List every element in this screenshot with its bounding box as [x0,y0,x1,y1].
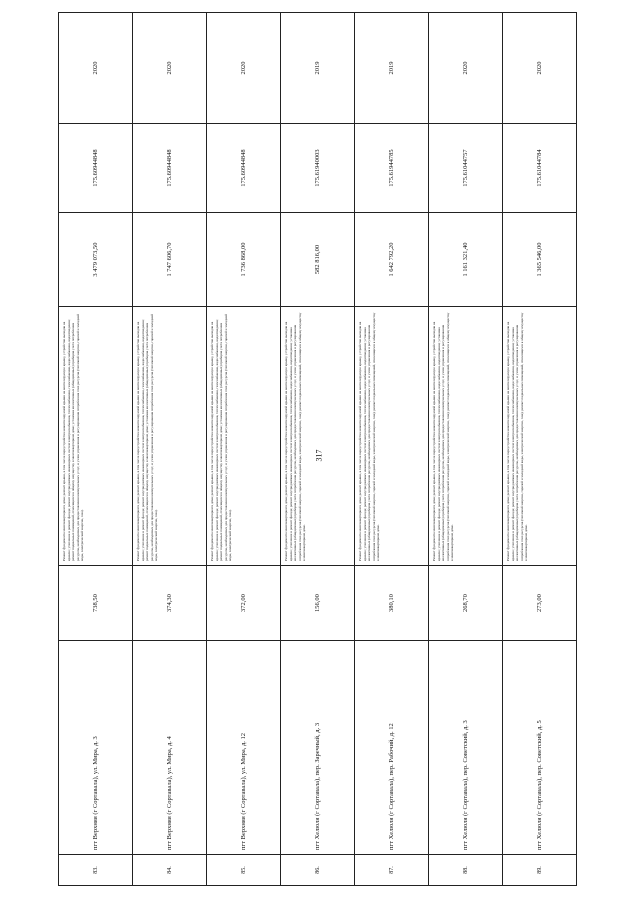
row-area: 380,10 [355,566,429,641]
row-area: 268,70 [429,566,503,641]
row-code: 175.61044757 [429,124,503,213]
table-row [281,13,355,886]
row-cost: 1 161 321,40 [429,213,503,307]
row-code: 175.60944848 [59,124,133,213]
row-works: Ремонт фундамента многоквартирного дома; ремонт крыши, в том числе переустройство невентилируемой крыши на вентилируемую крышу, устройство выходов на кровлю; утепление и ремонт фасада; ремонт внутридомовых инженерных систем электроснабжения, теплоснабжения, газоснабжения, водоснабжения, водоотведения; ремонт подвальных помещений, относящихся к общему имуществу в многоквартирном доме; установка коллективных (общедомовых) приборов учета потребления ресурсов, необходимых для предоставления коммунальных услуг, и узлов управления и регулирования потребления этих ресурсов (тепловой энергии, горячей и холодной воды, электрической энергии, газа). [133,307,207,566]
row-year: 2020 [429,13,503,124]
table-row [503,13,577,886]
row-code: 175.61944785 [355,124,429,213]
row-year: 2019 [281,13,355,124]
row-works: Ремонт фундамента многоквартирного дома; ремонт крыши, в том числе переустройство невентилируемой крыши на вентилируемую крышу, устройство выходов на кровлю; утепление и ремонт фасада; ремонт внутридомовых инженерных систем электроснабжения, теплоснабжения, газоснабжения, водоснабжения, водоотведения; ремонт подвальных помещений, относящихся к общему имуществу в многоквартирном доме; установка коллективных (общедомовых) приборов учета потребления ресурсов, необходимых для предоставления коммунальных услуг, и узлов управления и регулирования потребления этих ресурсов (тепловой энергии, горячей и холодной воды, электрической энергии, газа). [207,307,281,566]
row-area: 156,00 [281,566,355,641]
row-address: пгт Хелюля (г Сортавала), пер. Рабочий, д. 12 [355,641,429,855]
row-code: 175.60944848 [133,124,207,213]
row-cost: 1 747 606,70 [133,213,207,307]
row-number: 88. [429,855,503,886]
row-year: 2019 [355,13,429,124]
row-number: 85. [207,855,281,886]
row-works: Ремонт фундамента многоквартирного дома; ремонт крыши, в том числе переустройство невентилируемой крыши на вентилируемую крышу, устройство выходов на кровлю; утепление и ремонт фасада; ремонт внутридомовых инженерных систем электроснабжения, теплоснабжения, водоснабжения, водоотведения; установка коллективных (общедомовых) приборов учета потребления ресурсов, необходимых для предоставления коммунальных услуг, и узлов управления и регулирования потребления этих ресурсов (тепловой энергии, горячей и холодной воды, электрической энергии, газа); ремонт подвальных помещений, относящихся к общему имуществу в многоквартирном доме. [355,307,429,566]
row-year: 2020 [503,13,577,124]
table-row [429,13,503,886]
row-area: 273,00 [503,566,577,641]
table-wrapper [58,61,576,886]
row-year: 2020 [133,13,207,124]
row-year: 2020 [59,13,133,124]
row-number: 89. [503,855,577,886]
row-cost: 582 816,00 [281,213,355,307]
row-number: 87. [355,855,429,886]
row-address: пгт Хелюля (г Сортавала), пер. Заречный, д. 3 [281,641,355,855]
row-address: пгт Верхняя (г Сортавала), ул. Мира, д. 12 [207,641,281,855]
row-area: 374,30 [133,566,207,641]
row-area: 372,00 [207,566,281,641]
row-address: пгт Хелюля (г Сортавала), пер. Советский, д. 3 [429,641,503,855]
table-rotator [58,61,576,886]
row-number: 86. [281,855,355,886]
page-number-text: 317 [314,449,324,461]
row-address: пгт Верхняя (г Сортавала), ул. Мира, д. 4 [133,641,207,855]
row-address: пгт Хелюля (г Сортавала), пер. Советский, д. 5 [503,641,577,855]
row-number: 83. [59,855,133,886]
row-year: 2020 [207,13,281,124]
row-cost: 1 642 792,20 [355,213,429,307]
table-row [207,13,281,886]
repair-program-table [58,12,577,886]
row-cost: 3 479 073,50 [59,213,133,307]
table-row [59,13,133,886]
row-works: Ремонт фундамента многоквартирного дома; ремонт крыши, в том числе переустройство невентилируемой крыши на вентилируемую крышу, устройство выходов на кровлю; утепление и ремонт фасада; ремонт внутридомовых инженерных систем электроснабжения, теплоснабжения, газоснабжения, водоснабжения, водоотведения; ремонт подвальных помещений, относящихся к общему имуществу в многоквартирном доме; установка коллективных (общедомовых) приборов учета потребления ресурсов, необходимых для предоставления коммунальных услуг, и узлов управления и регулирования потребления этих ресурсов (тепловой энергии, горячей и холодной воды, электрической энергии, газа). [59,307,133,566]
row-area: 738,50 [59,566,133,641]
row-code: 175.61940003 [281,124,355,213]
row-address: пгт Верхняя (г Сортавала), ул. Мира, д. 3 [59,641,133,855]
row-number: 84. [133,855,207,886]
table-row [133,13,207,886]
row-works: Ремонт фундамента многоквартирного дома; ремонт крыши, в том числе переустройство невентилируемой крыши на вентилируемую крышу, устройство выходов на кровлю; утепление и ремонт фасада; ремонт внутридомовых инженерных систем электроснабжения, теплоснабжения, водоснабжения, водоотведения; установка коллективных (общедомовых) приборов учета потребления ресурсов, необходимых для предоставления коммунальных услуг, и узлов управления и регулирования потребления этих ресурсов (тепловой энергии, горячей и холодной воды, электрической энергии, газа); ремонт подвальных помещений, относящихся к общему имуществу в многоквартирном доме. [503,307,577,566]
row-cost: 1 736 868,00 [207,213,281,307]
row-code: 175.60944848 [207,124,281,213]
row-works: Ремонт фундамента многоквартирного дома; ремонт крыши, в том числе переустройство невентилируемой крыши на вентилируемую крышу, устройство выходов на кровлю; утепление и ремонт фасада; ремонт внутридомовых инженерных систем электроснабжения, теплоснабжения, водоснабжения, водоотведения; установка коллективных (общедомовых) приборов учета потребления ресурсов, необходимых для предоставления коммунальных услуг, и узлов управления и регулирования потребления этих ресурсов (тепловой энергии, горячей и холодной воды, электрической энергии, газа); ремонт подвальных помещений, относящихся к общему имуществу в многоквартирном доме. [281,307,355,566]
row-code: 175.61044784 [503,124,577,213]
row-cost: 1 365 546,00 [503,213,577,307]
table-row [355,13,429,886]
row-works: Ремонт фундамента многоквартирного дома; ремонт крыши, в том числе переустройство невентилируемой крыши на вентилируемую крышу, устройство выходов на кровлю; утепление и ремонт фасада; ремонт внутридомовых инженерных систем электроснабжения, теплоснабжения, водоснабжения, водоотведения; установка коллективных (общедомовых) приборов учета потребления ресурсов, необходимых для предоставления коммунальных услуг, и узлов управления и регулирования потребления этих ресурсов (тепловой энергии, горячей и холодной воды, электрической энергии, газа); ремонт подвальных помещений, относящихся к общему имуществу в многоквартирном доме. [429,307,503,566]
